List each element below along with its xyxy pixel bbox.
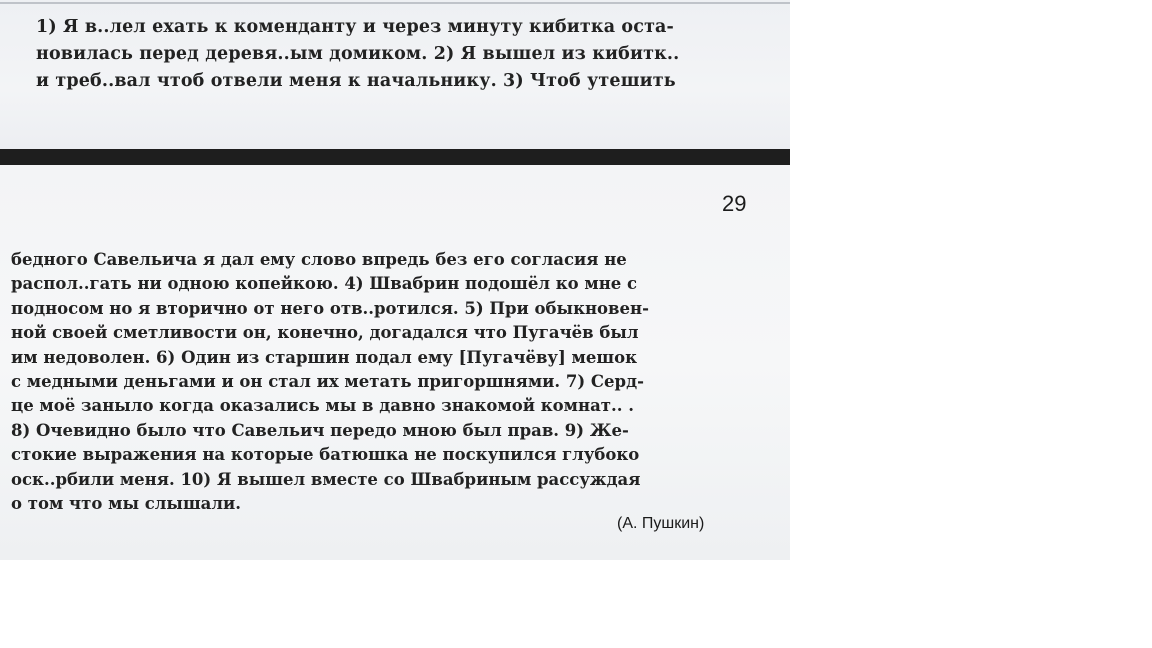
text-line: с медными деньгами и он стал их метать пригоршнями. 7) Серд- — [11, 372, 644, 392]
page-number: 29 — [722, 191, 747, 216]
text-line: бедного Савельича я дал ему слово впредь без его согласия не — [11, 250, 627, 269]
author-attribution: (А. Пушкин) — [617, 515, 705, 532]
exercise-text — [11, 248, 731, 516]
cut-off-line — [0, 2, 790, 4]
text-line: и треб..вал чтоб отвели меня к начальнику. 3) Чтоб утешить — [36, 71, 676, 91]
text-line: о том что мы слышали. — [11, 494, 241, 514]
text-line: им недоволен. 6) Один из старшин подал ему [Пугачёву] мешок — [11, 347, 638, 367]
text-line: ной своей сметливости он, конечно, догадался что Пугачёв был — [11, 323, 639, 343]
divider-bar — [0, 149, 790, 165]
top-fragment-text — [36, 14, 781, 95]
text-line: це моё заныло когда оказались мы в давно знакомой комнат.. . — [11, 396, 634, 416]
text-line: новилась перед деревя..ым домиком. 2) Я вышел из кибитк.. — [36, 44, 680, 64]
text-line: 8) Очевидно было что Савельич передо мною был прав. 9) Же- — [11, 420, 629, 440]
text-line: подносом но я вторично от него отв..ротился. 5) При обыкновен- — [11, 298, 649, 318]
text-line: оск..рбили меня. 10) Я вышел вместе со Швабриным рассуждая — [11, 469, 641, 489]
top-page-fragment — [0, 0, 790, 150]
page-scan — [0, 165, 790, 560]
text-line: распол..гать ни одною копейкою. 4) Швабрин подошёл ко мне с — [11, 274, 638, 294]
text-line: 1) Я в..лел ехать к коменданту и через минуту кибитка оста- — [36, 17, 674, 37]
text-line: стокие выражения на которые батюшка не поскупился глубоко — [11, 445, 640, 465]
